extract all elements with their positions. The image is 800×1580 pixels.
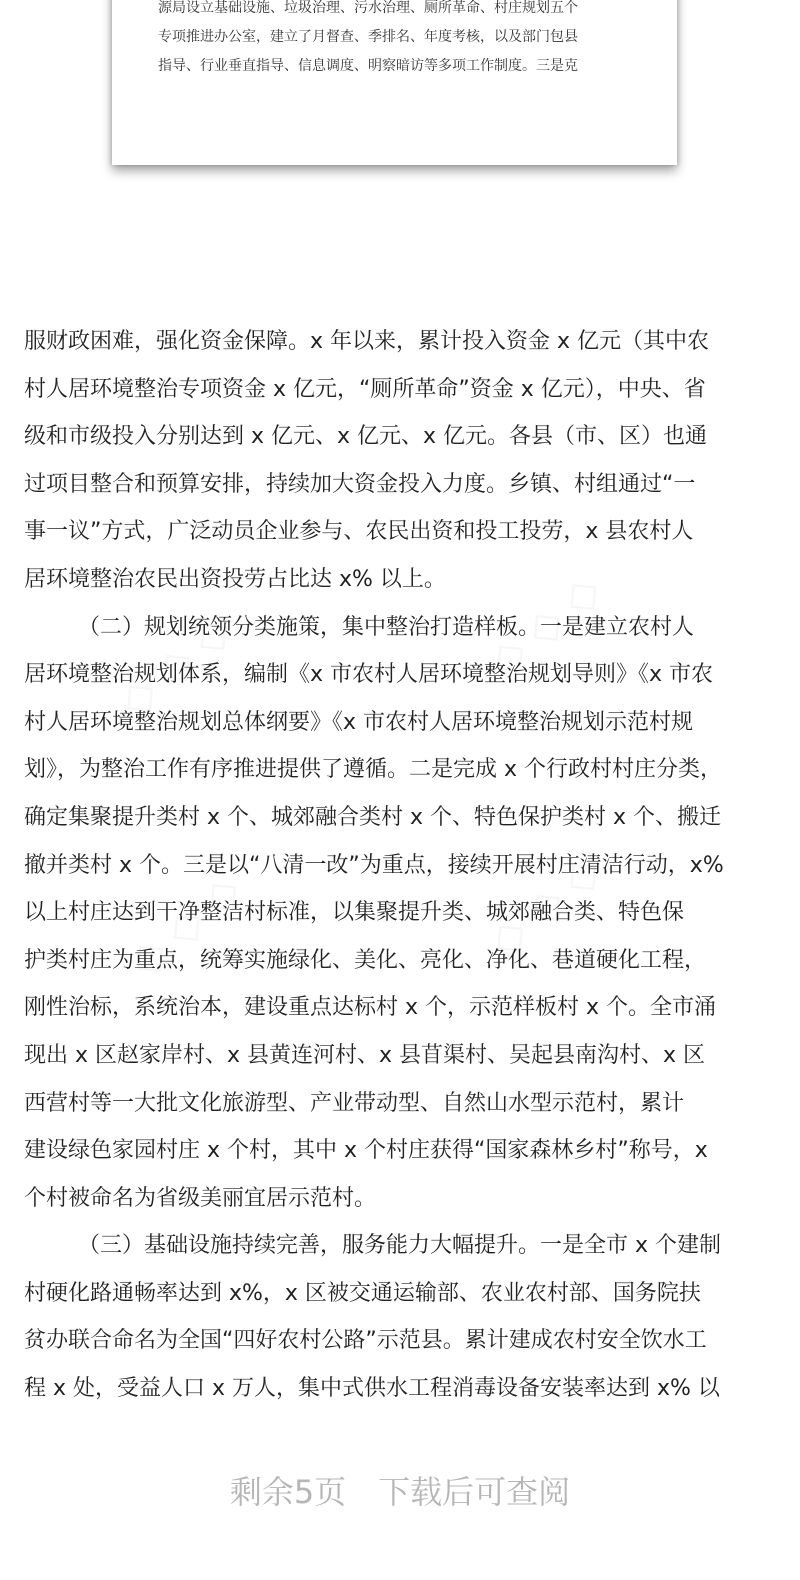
document-line: 以上村庄达到干净整洁村标准，以集聚提升类、城郊融合类、特色保 [24, 900, 685, 926]
document-line: 现出 x 区赵家岸村、x 县黄连河村、x 县苜渠村、吴起县南沟村、x 区 [24, 1042, 706, 1068]
document-line: 建设绿色家园村庄 x 个村，其中 x 个村庄获得“国家森林乡村”称号，x [24, 1138, 708, 1164]
document-line: 西营村等一大批文化旅游型、产业带动型、自然山水型示范村，累计 [24, 1090, 685, 1116]
remaining-pages-download-prompt[interactable]: 剩余5页 下载后可查阅 [229, 1473, 571, 1511]
document-line: 护类村庄为重点，统筹实施绿化、美化、亮化、净化、巷道硬化工程， [24, 947, 707, 973]
document-line: （二）规划统领分类施策，集中整治打造样板。一是建立农村人 [78, 614, 695, 640]
document-line: 撤并类村 x 个。三是以“八清一改”为重点，接续开展村庄清洁行动，x% [24, 852, 724, 878]
document-line: 居环境整治规划体系，编制《x 市农村人居环境整治规划导则》《x 市农 [24, 662, 714, 688]
document-line: 级和市级投入分别达到 x 亿元、x 亿元、x 亿元。各县（市、区）也通 [24, 424, 708, 450]
document-line: 个村被命名为省级美丽宜居示范村。 [24, 1185, 377, 1211]
document-line: 村人居环境整治规划总体纲要》《x 市农村人居环境整治规划示范村规 [24, 709, 694, 735]
document-line: 事一议”方式，广泛动员企业参与、农民出资和投工投劳，x 县农村人 [24, 519, 694, 545]
document-line: （三）基础设施持续完善，服务能力大幅提升。一是全市 x 个建制 [78, 1233, 722, 1259]
document-line: 村硬化路通畅率达到 x%，x 区被交通运输部、农业农村部、国务院扶 [24, 1280, 701, 1306]
document-line: 贫办联合命名为全国“四好农村公路”示范县。累计建成农村安全饮水工 [24, 1328, 707, 1354]
document-body [24, 318, 776, 1413]
previous-page-preview [112, 0, 677, 165]
document-line: 确定集聚提升类村 x 个、城郊融合类村 x 个、特色保护类村 x 个、搬迁 [24, 804, 722, 830]
document-line: 过项目整合和预算安排，持续加大资金投入力度。乡镇、村组通过“一 [24, 471, 696, 497]
preview-line: 专项推进办公室，建立了月督查、季排名、年度考核，以及部门包县 [158, 29, 578, 45]
document-line: 村人居环境整治专项资金 x 亿元，“厕所革命”资金 x 亿元），中央、省 [24, 376, 706, 402]
document-line: 程 x 处，受益人口 x 万人，集中式供水工程消毒设备安装率达到 x% 以 [24, 1376, 720, 1402]
document-line: 服财政困难，强化资金保障。x 年以来，累计投入资金 x 亿元（其中农 [24, 329, 710, 354]
document-line: 划》，为整治工作有序推进提供了遵循。二是完成 x 个行政村村庄分类， [24, 757, 723, 783]
preview-text [158, 0, 636, 81]
preview-line: 指导、行业垂直指导、信息调度、明察暗访等多项工作制度。三是克 [158, 58, 578, 74]
preview-line: 源局设立基础设施、垃圾治理、污水治理、厕所革命、村庄规划五个 [158, 0, 578, 16]
document-line: 居环境整治农民出资投劳占比达 x% 以上。 [24, 566, 446, 592]
document-line: 刚性治标，系统治本，建设重点达标村 x 个，示范样板村 x 个。全市涌 [24, 995, 717, 1021]
